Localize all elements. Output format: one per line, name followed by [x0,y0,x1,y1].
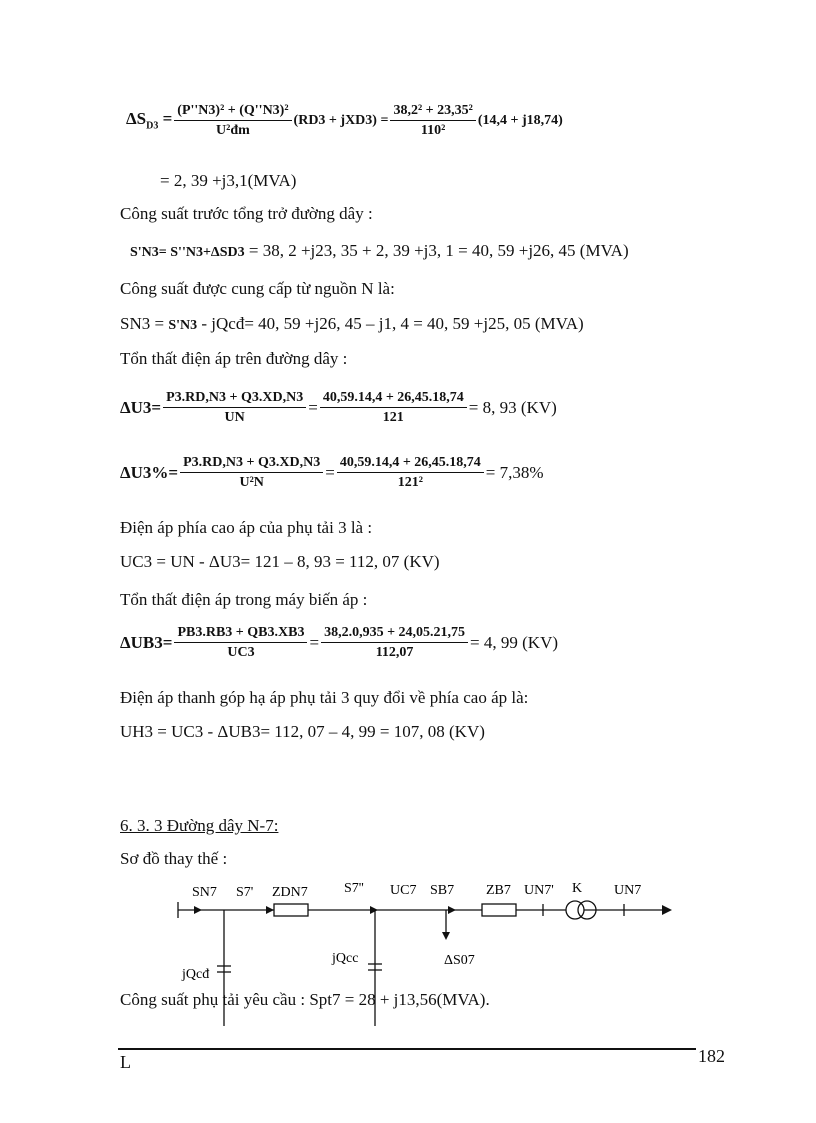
eq-s-n3: SN3 = S'N3 - jQcđ= 40, 59 +j26, 45 – j1, 4 = 40, 59 +j25, 05 (MVA) [120,314,584,333]
label-un7-prime: UN7' [524,883,554,898]
label-jqcd: jQcđ [182,967,210,982]
impedance-zb7 [482,904,516,916]
heading-power-before: Công suất trước tổng trở đường dây : [120,204,373,223]
load-request: Công suất phụ tải yêu cầu : Spt7 = 28 + j13,56(MVA). [120,990,490,1009]
heading-busbar: Điện áp thanh góp hạ áp phụ tải 3 quy đổi về phía cao áp là: [120,688,529,707]
label-k: K [572,881,583,896]
fraction: $\frac{PB3.RB3 + QB3.XB3}{UC3}$ [174,624,307,661]
page-number: 182 [698,1046,725,1066]
heading-supplied: Công suất được cung cấp từ nguồn N là: [120,279,395,298]
eq-du3: ΔU3= $\frac{P3.RD,N3 + Q3.XD,N3}{UN}$ = $\frac{40,59.14,4 + 26,45.18,74}{121}$ = 8, 93 (KV) [120,390,557,425]
fraction: $\frac{P3.RD,N3 + Q3.XD,N3}{\text{U²N}}$ [180,454,323,491]
fraction-values: $\frac{40,59.14,4 + 26,45.18,74}{121}$ [320,389,467,426]
fraction-values: $\frac{38,2.0,935 + 24,05.21,75}{112,07}$ [321,624,468,661]
footer-left: L [120,1052,131,1072]
label-zb7: ZB7 [486,883,511,898]
impedance-zdn7 [274,904,308,916]
label-ds07: ΔS07 [444,953,475,968]
eq-delta-s-d3: $\Delta S_{D3}$ = $\frac{\text{(P''N3)² + (Q''N3)²}}{\text{U²đm}}$ (RD3 + jXD3) = $\frac{\text{38,2² + 23,35²}}{\text{110²}}$ (14,4 + j18,74) [126,103,563,138]
label-uc7: UC7 [390,883,417,898]
heading-voltage-loss-line: Tổn thất điện áp trên đường dây : [120,349,348,368]
eq-uc3: UC3 = UN - ΔU3= 121 – 8, 93 = 112, 07 (KV) [120,552,440,571]
footer-rule [118,1048,696,1050]
fraction: $\frac{\text{(P''N3)² + (Q''N3)²}}{\text{U²đm}}$ [174,102,291,139]
equivalent-circuit-diagram [150,868,690,1038]
arrow-ds07 [442,932,450,940]
label-jqcc: jQcc [332,951,359,966]
arrow-output [662,905,672,915]
fraction: $\frac{P3.RD,N3 + Q3.XD,N3}{UN}$ [163,389,306,426]
label-zdn7: ZDN7 [272,885,308,900]
arrow-sn7 [194,906,202,914]
arrow-s7-double-prime [370,906,378,914]
fraction-values: $\frac{40,59.14,4 + 26,45.18,74}{\text{121²}}$ [337,454,484,491]
eq-uh3: UH3 = UC3 - ΔUB3= 112, 07 – 4, 99 = 107, 08 (KV) [120,722,485,741]
heading-transformer-loss: Tổn thất điện áp trong máy biến áp : [120,590,368,609]
label-un7: UN7 [614,883,642,898]
result-line-1: = 2, 39 +j3,1(MVA) [160,171,297,190]
eq-du3-percent: ΔU3%= $\frac{P3.RD,N3 + Q3.XD,N3}{\text{U²N}}$ = $\frac{40,59.14,4 + 26,45.18,74}{\text{121²}}$ = 7,38% [120,455,544,490]
label-sb7: SB7 [430,883,455,898]
diagram-caption: Sơ đồ thay thế : [120,849,228,868]
label-sn7: SN7 [192,885,217,900]
label-s7-prime: S7' [236,885,254,900]
heading-high-side: Điện áp phía cao áp của phụ tải 3 là : [120,518,373,537]
arrow-s7-prime [266,906,274,914]
section-title: 6. 3. 3 Đường dây N-7: [120,816,279,835]
eq-s-n3-prime: S'N3= S''N3+ΔSD3 = 38, 2 +j23, 35 + 2, 39 +j3, 1 = 40, 59 +j26, 45 (MVA) [130,241,629,260]
label-s7-double-prime: S7'' [344,881,364,896]
fraction-values: $\frac{\text{38,2² + 23,35²}}{\text{110²}}$ [390,102,475,139]
arrow-sb7 [448,906,456,914]
eq-dub3: ΔUB3= $\frac{PB3.RB3 + QB3.XB3}{UC3}$ = $\frac{38,2.0,935 + 24,05.21,75}{112,07}$ = 4, 99 (KV) [120,625,559,660]
